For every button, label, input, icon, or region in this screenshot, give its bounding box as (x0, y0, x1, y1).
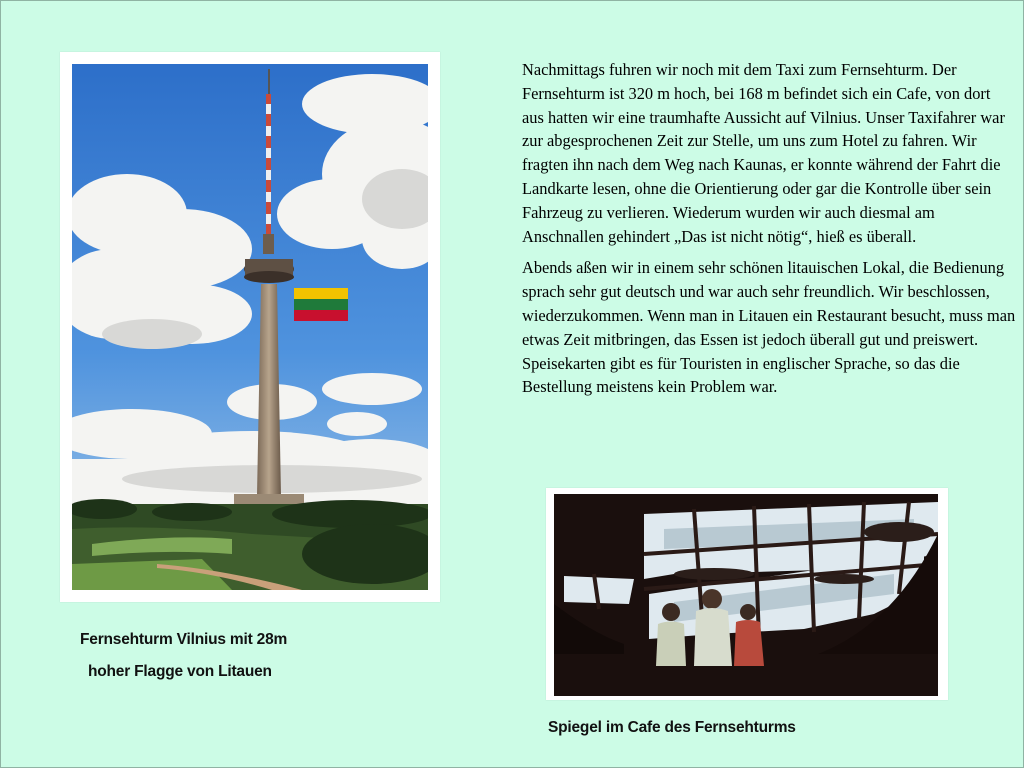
story-text (522, 58, 1016, 407)
lithuanian-flag (294, 288, 348, 321)
tower-caption-line1: Fernsehturm Vilnius mit 28m (80, 631, 288, 648)
tower-photo-card (60, 52, 440, 602)
landscape (72, 499, 428, 590)
story-paragraph-1: Nachmittags fuhren wir noch mit dem Taxi zum Fernsehturm. Der Fernsehturm ist 320 m hoch, bei 168 m befindet sich ein Cafe, von dort aus hatten wir eine traumhafte Aussicht auf Vilnius. Unser Taxifahrer war zur abgesprochenen Zeit zur Stelle, um uns zum Hotel zu fahren. Wir fragten ihn nach dem Weg nach Kaunas, er konnte während der Fahrt die Landkarte lesen, ohne die Orientierung oder gar die Kontrolle über sein Fahrzeug zu verlieren. Wiederum wurden wir auch diesmal am Anschnallen gehindert „Das ist nicht nötig“, hieß es überall. (522, 60, 1005, 246)
tv-tower-photo (72, 64, 428, 590)
cafe-caption: Spiegel im Cafe des Fernsehturms (548, 719, 796, 736)
tower-caption-line2: hoher Flagge von Litauen (88, 663, 272, 680)
cafe-photo-card (546, 488, 948, 700)
story-paragraph-2: Abends aßen wir in einem sehr schönen litauischen Lokal, die Bedienung sprach sehr gut deutsch und war auch sehr freundlich. Wir beschlossen, wiederzukommen. Wenn man in Litauen ein Restaurant besucht, muss man etwas Zeit mitbringen, das Essen ist jedoch überall gut und preiswert. Speisekarten gibt es für Touristen in englischer Sprache, so das die Bestellung meistens kein Problem war. (522, 258, 1016, 397)
cafe-mirror-photo (554, 494, 938, 696)
